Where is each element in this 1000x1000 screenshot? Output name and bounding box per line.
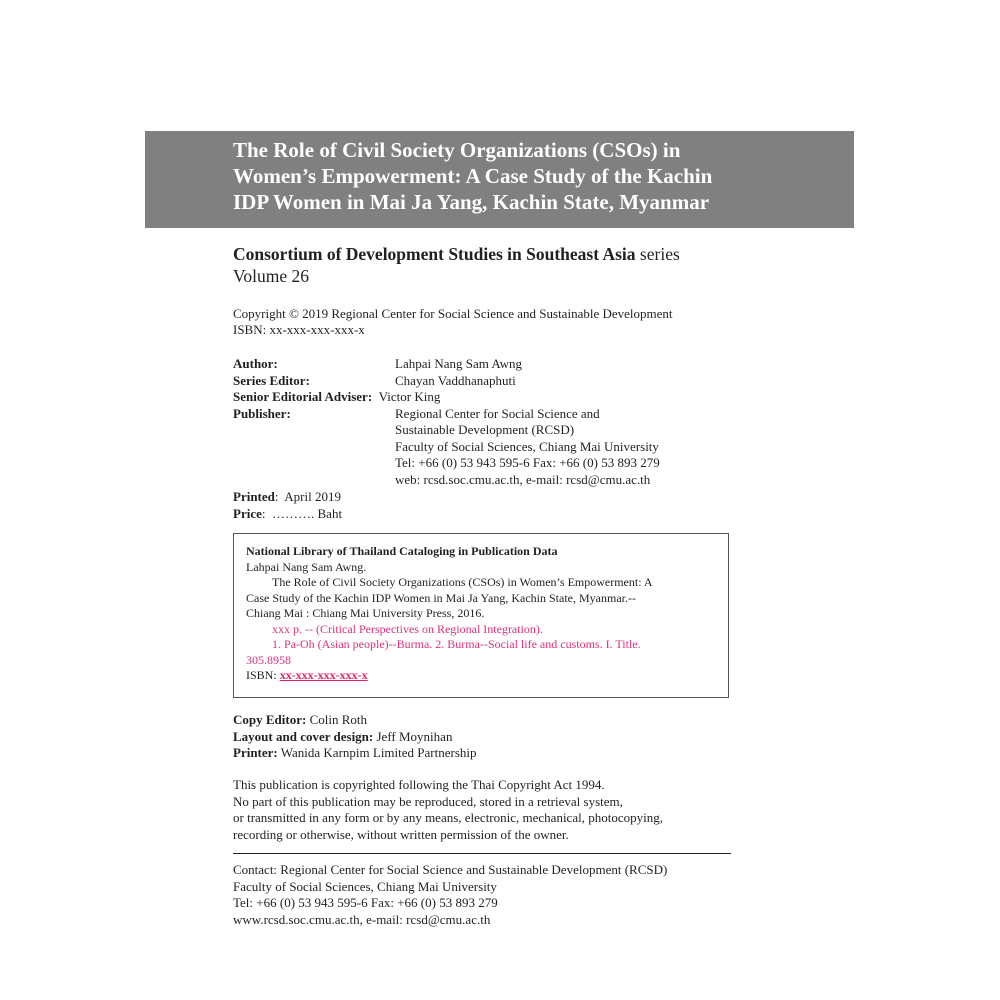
copyright-notice (233, 777, 663, 843)
printer-name: Wanida Karnpim Limited Partnership (280, 745, 477, 760)
printer-label: Printer: (233, 745, 278, 760)
series-name: Consortium of Development Studies in Southeast Asia (233, 244, 636, 264)
copy-editor-name: Colin Roth (309, 712, 367, 727)
publisher-line: Sustainable Development (RCSD) (395, 422, 575, 437)
senior-adviser-name: Victor King (378, 389, 441, 404)
series-suffix: series (635, 244, 680, 264)
printing-info: Printed: April 2019 Price: ………. Baht (233, 489, 343, 521)
copyright-line: Copyright © 2019 Regional Center for Social Science and Sustainable Development (233, 306, 673, 321)
production-credits (233, 712, 477, 762)
cip-title-line: The Role of Civil Society Organizations (CSOs) in Women’s Empowerment: A (272, 575, 653, 589)
contact-line: Contact: Regional Center for Social Science and Sustainable Development (RCSD) (233, 862, 668, 877)
cip-title-line: Chiang Mai : Chiang Mai University Press, 2016. (246, 606, 485, 620)
layout-name: Jeff Moynihan (376, 728, 453, 744)
credit-series-editor: Series Editor: Chayan Vaddhanaphuti (233, 372, 516, 388)
price-value: ………. Baht (272, 505, 343, 521)
notice-line: or transmitted in any form or by any means, electronic, mechanical, photocopying, (233, 810, 663, 825)
divider (233, 853, 731, 854)
contact-block (233, 862, 667, 928)
copyright-block (233, 306, 673, 337)
publisher-label: Publisher (233, 405, 287, 421)
notice-line: This publication is copyrighted following the Thai Copyright Act 1994. (233, 777, 605, 792)
cip-pages: xxx p. -- (Critical Perspectives on Regional Integration). (272, 621, 543, 636)
author-label: Author (233, 356, 274, 371)
printed-label: Printed (233, 489, 275, 504)
book-title-line: IDP Women in Mai Ja Yang, Kachin State, Myanmar (233, 190, 710, 214)
publisher-details (395, 406, 660, 489)
credit-senior-adviser: Senior Editorial Adviser: Victor King (233, 389, 441, 404)
cip-isbn-row (246, 668, 728, 684)
senior-adviser-label: Senior Editorial Adviser (233, 389, 368, 404)
credits-block (233, 356, 753, 488)
cip-isbn-label: ISBN: (246, 668, 280, 682)
series-info (233, 243, 680, 287)
layout-label: Layout and cover design: (233, 728, 374, 744)
series-editor-name: Chayan Vaddhanaphuti (395, 372, 516, 388)
printed-date: April 2019 (284, 489, 341, 504)
notice-line: recording or otherwise, without written permission of the owner. (233, 826, 569, 842)
copy-editor-label: Copy Editor: (233, 712, 307, 727)
cip-classification: 305.8958 (246, 652, 291, 667)
price-label: Price (233, 505, 262, 521)
notice-line: No part of this publication may be reproduced, stored in a retrieval system, (233, 793, 623, 809)
publisher-line: Faculty of Social Sciences, Chiang Mai University (395, 438, 659, 454)
cip-author: Lahpai Nang Sam Awng. (246, 559, 367, 574)
author-name: Lahpai Nang Sam Awng (395, 356, 522, 371)
cip-subjects: 1. Pa-Oh (Asian people)--Burma. 2. Burma--Social life and customs. I. Title. (272, 637, 641, 651)
contact-line: www.rcsd.soc.cmu.ac.th, e-mail: rcsd@cmu.ac.th (233, 911, 491, 927)
publisher-line: web: rcsd.soc.cmu.ac.th, e-mail: rcsd@cmu.ac.th (395, 471, 651, 487)
publisher-line: Tel: +66 (0) 53 943 595-6 Fax: +66 (0) 53 893 279 (395, 455, 660, 470)
isbn-line: ISBN: xx-xxx-xxx-xxx-x (233, 321, 365, 337)
cip-data-box (233, 533, 729, 698)
credit-publisher: Publisher: Regional Center for Social Science and Sustainable Development (RCSD) Faculty of Social Sciences, Chiang Mai University Tel: +66 (0) 53 943 595-6 Fax: +66 (0) 53 893 279 web: rcsd.soc.cmu.ac.th, e-mail: rcsd@cmu.ac.th (233, 405, 660, 487)
book-title-line: Women’s Empowerment: A Case Study of the Kachin (233, 164, 713, 188)
contact-line: Tel: +66 (0) 53 943 595-6 Fax: +66 (0) 53 893 279 (233, 895, 498, 910)
cip-isbn-value: xx-xxx-xxx-xxx-x (279, 668, 368, 682)
credit-author: Author: Lahpai Nang Sam Awng (233, 356, 522, 371)
book-title-line: The Role of Civil Society Organizations (CSOs) in (233, 138, 681, 162)
cip-heading: National Library of Thailand Cataloging in Publication Data (246, 544, 558, 558)
book-title (233, 137, 833, 215)
cip-title-line: Case Study of the Kachin IDP Women in Mai Ja Yang, Kachin State, Myanmar.-- (246, 590, 636, 605)
publisher-line: Regional Center for Social Science and (395, 405, 600, 421)
contact-line: Faculty of Social Sciences, Chiang Mai University (233, 878, 497, 894)
series-volume: Volume 26 (233, 266, 309, 286)
series-editor-label: Series Editor (233, 372, 306, 388)
